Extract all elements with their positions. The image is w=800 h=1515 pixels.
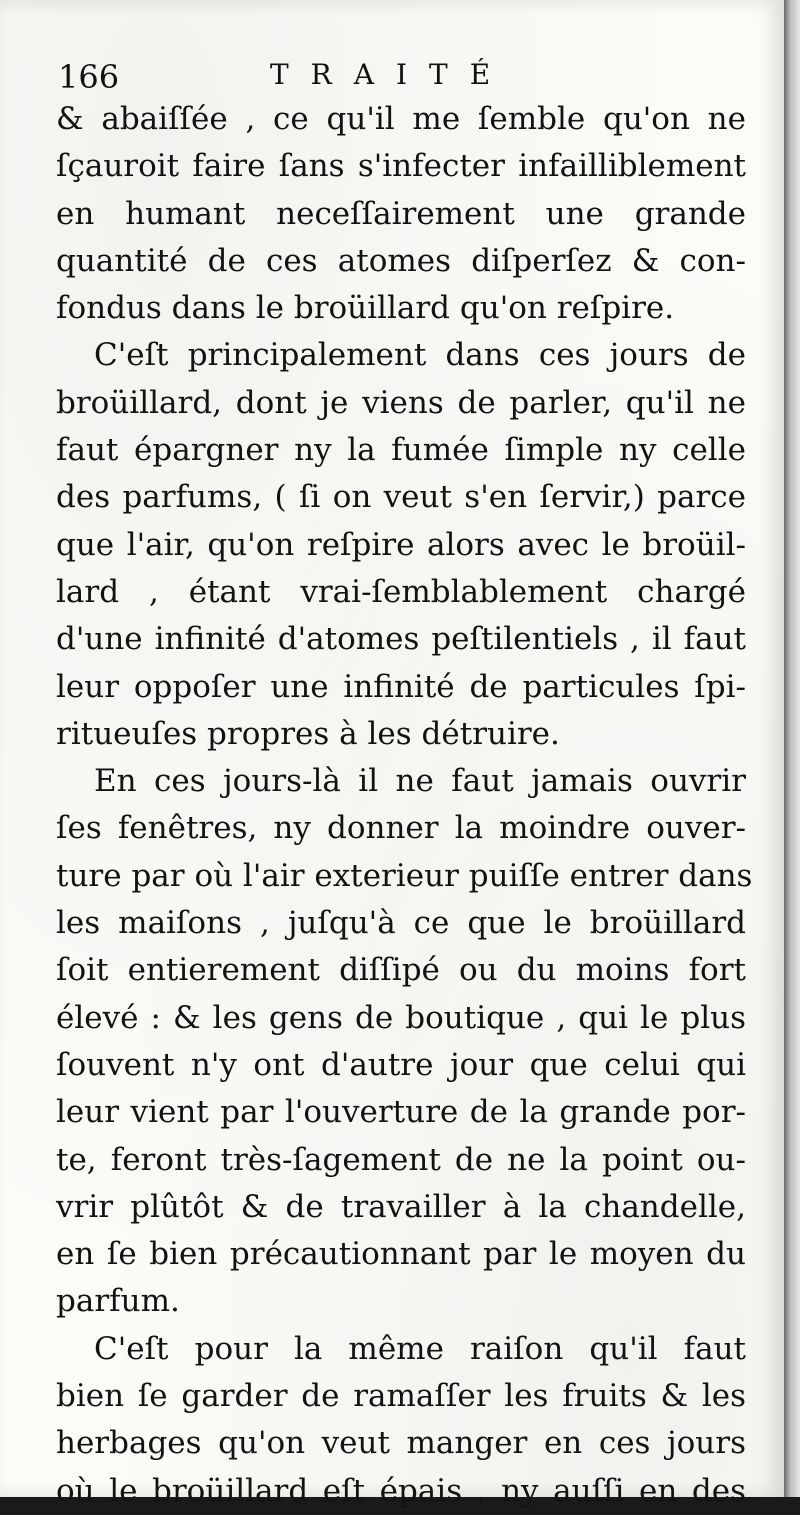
text-line: que l'air, qu'on reſpire alors avec le broüil- (56, 526, 746, 563)
text-line: parfum. (56, 1283, 180, 1320)
page-edge-shadow (784, 0, 800, 1497)
text-line: en ſe bien précautionnant par le moyen du (56, 1236, 746, 1273)
text-line: herbages qu'on veut manger en ces jours (56, 1425, 746, 1462)
text-line: où le broüillard eſt épais , ny auſſi en des (56, 1472, 746, 1509)
running-head (58, 52, 748, 98)
text-line: ſçauroit faire ſans s'infecter infailliblement (56, 148, 746, 185)
text-line: vrir plûtôt & de travailler à la chandelle, (56, 1188, 746, 1225)
text-line: ſouvent n'y ont d'autre jour que celui qui (56, 1046, 746, 1083)
text-line: broüillard, dont je viens de parler, qu'il ne (56, 384, 746, 421)
text-line: bien ſe garder de ramaſſer les fruits & les (56, 1378, 746, 1415)
text-line: C'eſt principalement dans ces jours de (94, 337, 746, 374)
page-number: 166 (58, 58, 120, 96)
text-line: ſoit entierement diſſipé ou du moins fort (56, 952, 746, 989)
text-line: leur vient par l'ouverture de la grande por- (56, 1094, 746, 1131)
text-line: ture par où l'air exterieur puiſſe entrer dans (56, 857, 753, 894)
paragraph-3 (56, 758, 753, 1326)
paragraph-2 (56, 332, 746, 758)
text-line: lard , étant vrai-ſemblablement chargé (56, 573, 746, 610)
text-line: faut épargner ny la fumée ſimple ny celle (56, 432, 746, 469)
text-line: fondus dans le broüillard qu'on reſpire. (56, 290, 675, 327)
paragraph-1 (56, 96, 746, 332)
text-line: En ces jours-là il ne faut jamais ouvrir (94, 763, 746, 800)
text-line: ritueuſes propres à les détruire. (56, 715, 560, 752)
text-line: élevé : & les gens de boutique , qui le plus (56, 999, 746, 1036)
text-line: quantité de ces atomes diſperſez & con- (56, 242, 746, 279)
text-line: en humant neceſſairement une grande (56, 195, 746, 232)
text-line: d'une infinité d'atomes peſtilentiels , il faut (56, 621, 746, 658)
text-line: leur oppoſer une infinité de particules ſpi- (56, 668, 746, 705)
running-title: TRAITÉ (270, 58, 513, 91)
text-line: C'eſt pour la même raiſon qu'il faut (94, 1330, 746, 1367)
text-line: & abaiſſée , ce qu'il me ſemble qu'on ne (56, 101, 746, 137)
text-line: des parfums, ( ſi on veut s'en ſervir,) parce (56, 479, 746, 516)
body-text (56, 96, 753, 1515)
text-line: les maiſons , juſqu'à ce que le broüillard (56, 905, 746, 942)
text-line: te, feront très-ſagement de ne la point ou- (56, 1141, 746, 1178)
paragraph-4 (56, 1326, 746, 1515)
text-line: ſes fenêtres, ny donner la moindre ouver- (56, 810, 746, 847)
